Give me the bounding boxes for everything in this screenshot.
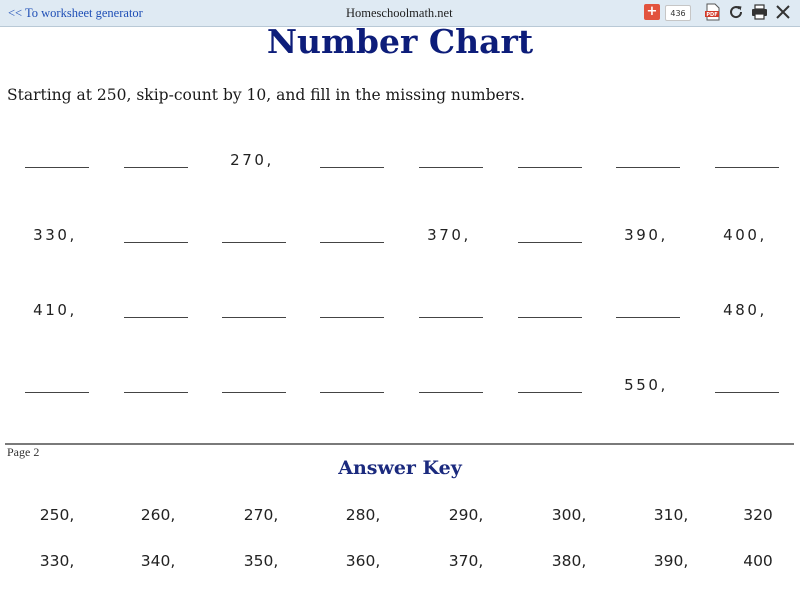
answer-number: 250,	[39, 506, 75, 524]
answer-number: 390,	[653, 552, 689, 570]
instructions: Starting at 250, skip-count by 10, and fill in the missing numbers.	[7, 86, 525, 104]
grid-row	[0, 372, 800, 402]
answer-number: 300,	[551, 506, 587, 524]
given-number: 330,	[33, 226, 77, 244]
blank-cell[interactable]	[705, 372, 785, 402]
answer-number: 310,	[653, 506, 689, 524]
blank-cell[interactable]	[15, 372, 95, 402]
answer-number: 350,	[243, 552, 279, 570]
grid-row	[0, 147, 800, 177]
site-name: Homeschoolmath.net	[346, 6, 453, 20]
close-icon	[775, 4, 791, 20]
blank-line	[222, 242, 286, 243]
blank-cell[interactable]	[310, 297, 390, 327]
given-number: 410,	[33, 301, 77, 319]
blank-line	[25, 167, 89, 168]
blank-cell[interactable]	[114, 372, 194, 402]
blank-line	[715, 392, 779, 393]
blank-cell[interactable]	[705, 147, 785, 177]
blank-line	[419, 392, 483, 393]
answer-number: 320	[743, 506, 773, 524]
count-badge	[665, 5, 691, 21]
given-number-cell	[705, 297, 785, 327]
answer-key-row	[0, 552, 800, 576]
blank-cell[interactable]	[409, 147, 489, 177]
blank-line	[124, 392, 188, 393]
answer-key-title: Answer Key	[338, 457, 462, 479]
given-number: 400,	[723, 226, 767, 244]
print-button[interactable]	[751, 3, 768, 21]
back-to-generator-link[interactable]: << To worksheet generator	[8, 6, 143, 20]
worksheet-title: Number Chart	[266, 22, 534, 61]
blank-cell[interactable]	[606, 297, 686, 327]
blank-cell[interactable]	[508, 147, 588, 177]
blank-line	[320, 167, 384, 168]
blank-cell[interactable]	[409, 297, 489, 327]
blank-line	[124, 242, 188, 243]
answer-number: 400	[743, 552, 773, 570]
plus-icon: +	[646, 4, 658, 19]
blank-line	[419, 167, 483, 168]
given-number-cell	[705, 222, 785, 252]
blank-cell[interactable]	[212, 222, 292, 252]
answer-number: 280,	[345, 506, 381, 524]
blank-line	[518, 242, 582, 243]
blank-line	[320, 392, 384, 393]
blank-line	[124, 317, 188, 318]
blank-line	[518, 392, 582, 393]
refresh-button[interactable]	[728, 3, 744, 21]
blank-line	[616, 167, 680, 168]
blank-cell[interactable]	[310, 222, 390, 252]
blank-cell[interactable]	[409, 372, 489, 402]
given-number-cell	[15, 222, 95, 252]
printer-icon	[751, 4, 768, 20]
blank-line	[320, 317, 384, 318]
given-number: 550,	[624, 376, 668, 394]
grid-row	[0, 222, 800, 252]
given-number: 390,	[624, 226, 668, 244]
given-number-cell	[212, 147, 292, 177]
answer-number: 330,	[39, 552, 75, 570]
blank-line	[419, 317, 483, 318]
blank-line	[715, 167, 779, 168]
given-number: 270,	[230, 151, 274, 169]
answer-number: 380,	[551, 552, 587, 570]
given-number-cell	[606, 372, 686, 402]
blank-cell[interactable]	[114, 222, 194, 252]
blank-cell[interactable]	[508, 372, 588, 402]
blank-line	[518, 167, 582, 168]
blank-line	[616, 317, 680, 318]
pdf-icon-label: PDF	[706, 12, 718, 18]
answer-number: 260,	[140, 506, 176, 524]
blank-line	[25, 392, 89, 393]
blank-cell[interactable]	[212, 372, 292, 402]
blank-line	[222, 317, 286, 318]
blank-line	[518, 317, 582, 318]
refresh-icon	[728, 4, 744, 20]
blank-cell[interactable]	[508, 297, 588, 327]
blank-cell[interactable]	[15, 147, 95, 177]
add-button[interactable]	[644, 4, 660, 20]
close-button[interactable]	[775, 3, 791, 21]
blank-cell[interactable]	[606, 147, 686, 177]
answer-number: 340,	[140, 552, 176, 570]
page-divider	[5, 443, 794, 445]
blank-line	[124, 167, 188, 168]
given-number-cell	[409, 222, 489, 252]
blank-line	[222, 392, 286, 393]
blank-cell[interactable]	[310, 147, 390, 177]
answer-number: 290,	[448, 506, 484, 524]
blank-cell[interactable]	[114, 147, 194, 177]
blank-cell[interactable]	[114, 297, 194, 327]
answer-key-row	[0, 506, 800, 530]
pdf-button[interactable]	[704, 3, 722, 21]
answer-number: 270,	[243, 506, 279, 524]
answer-number: 370,	[448, 552, 484, 570]
blank-line	[320, 242, 384, 243]
pdf-icon	[704, 3, 722, 21]
given-number: 370,	[427, 226, 471, 244]
given-number: 480,	[723, 301, 767, 319]
grid-row	[0, 297, 800, 327]
answer-number: 360,	[345, 552, 381, 570]
blank-cell[interactable]	[310, 372, 390, 402]
page-label: Page 2	[7, 445, 40, 459]
given-number-cell	[606, 222, 686, 252]
blank-cell[interactable]	[508, 222, 588, 252]
blank-cell[interactable]	[212, 297, 292, 327]
count-badge-value: 436	[670, 8, 686, 18]
given-number-cell	[15, 297, 95, 327]
